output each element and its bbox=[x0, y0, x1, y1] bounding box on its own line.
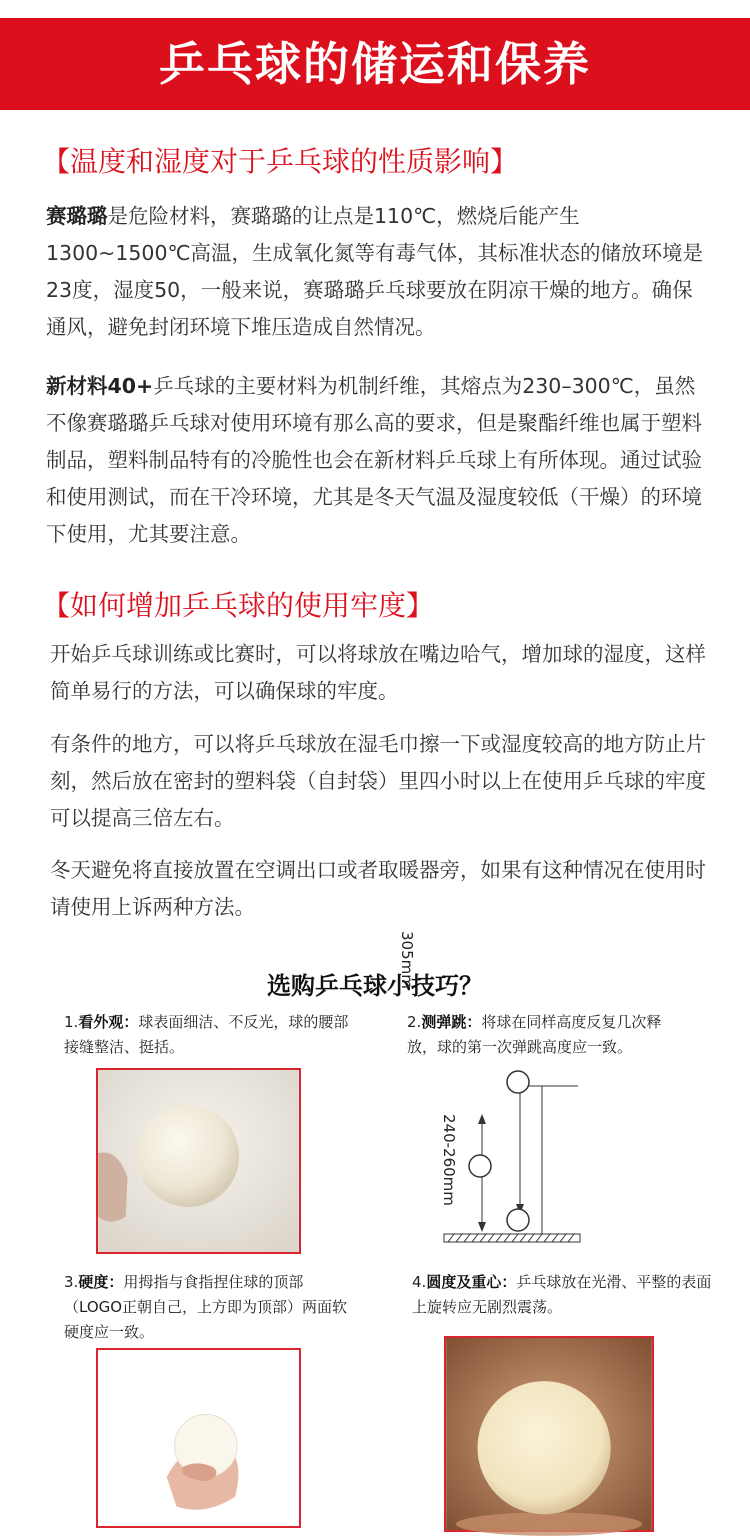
tip2-label: 测弹跳： bbox=[421, 1013, 482, 1031]
appearance-ball-image bbox=[98, 1070, 299, 1252]
section1-heading: 【温度和湿度对于乒乓球的性质影响】 bbox=[42, 145, 519, 178]
tips-title: 选购乒乓球小技巧？ bbox=[267, 972, 483, 1000]
tip4-number: 4. bbox=[412, 1273, 427, 1291]
title-banner bbox=[0, 18, 750, 110]
tip2-number: 2. bbox=[407, 1013, 422, 1031]
tip3-number: 3. bbox=[64, 1273, 79, 1291]
roundness-ball-image bbox=[446, 1338, 652, 1530]
tip1-text bbox=[64, 1010, 354, 1060]
term-celluloid: 赛璐璐 bbox=[46, 204, 108, 228]
drop-height-label: 305mm bbox=[398, 931, 416, 989]
section1-paragraph1 bbox=[46, 198, 711, 346]
section2-heading: 【如何增加乒乓球的使用牢度】 bbox=[42, 589, 435, 622]
appearance-photo bbox=[96, 1068, 301, 1254]
section1-paragraph2 bbox=[46, 368, 711, 553]
tip1-number: 1. bbox=[64, 1013, 79, 1031]
section1-paragraph2-text: 乒乓球的主要材料为机制纤维，其熔点为230–300℃，虽然不像赛璐璐乒乓球对使用环境有那么高的要求，但是聚酯纤维也属于塑料制品，塑料制品特有的冷脆性也会在新材料乒乓球上有所体现。通过试验和使用测试，而在干冷环境，尤其是冬天气温及湿度较低（干燥）的环境下使用，尤其要注意。 bbox=[46, 374, 702, 546]
page-title: 乒乓球的储运和保养 bbox=[159, 37, 591, 91]
tip3-description: 用拇指与食指捏住球的顶部（LOGO正朝自己，上方即为顶部）两面软硬度应一致。 bbox=[64, 1273, 348, 1341]
tip2-text bbox=[407, 1010, 687, 1060]
tip4-label: 圆度及重心： bbox=[426, 1273, 517, 1291]
term-new-material: 新材料40+ bbox=[46, 374, 154, 398]
tip3-text bbox=[64, 1270, 354, 1345]
hardness-photo bbox=[96, 1348, 301, 1528]
tip2-description: 将球在同样高度反复几次释放，球的第一次弹跳高度应一致。 bbox=[407, 1013, 662, 1056]
tip1-description: 球表面细洁、不反光，球的腰部接缝整洁、挺括。 bbox=[64, 1013, 349, 1056]
tip3-label: 硬度： bbox=[78, 1273, 124, 1291]
section2-paragraph2: 有条件的地方，可以将乒乓球放在湿毛巾擦一下或湿度较高的地方防止片刻，然后放在密封的塑料袋（自封袋）里四小时以上在使用乒乓球的牢度可以提高三倍左右。 bbox=[50, 732, 706, 830]
section1-paragraph1-text: 是危险材料，赛璐璐的让点是110℃，燃烧后能产生1300~1500℃高温，生成氧化氮等有毒气体，其标准状态的储放环境是23度，湿度50，一般来说，赛璐璐乒乓球要放在阴凉干燥的地方。确保通风，避免封闭环境下堆压造成自然情况。 bbox=[46, 204, 704, 339]
bounce-height-label: 240-260mm bbox=[440, 1114, 458, 1206]
tip4-text bbox=[412, 1270, 712, 1320]
tip1-label: 看外观： bbox=[78, 1013, 139, 1031]
hardness-hand-image bbox=[98, 1350, 299, 1526]
tip4-description: 乒乓球放在光滑、平整的表面上旋转应无剧烈震荡。 bbox=[412, 1273, 712, 1316]
section2-paragraph1: 开始乒乓球训练或比赛时，可以将球放在嘴边哈气，增加球的湿度，这样简单易行的方法，可以确保球的牢度。 bbox=[50, 642, 706, 703]
roundness-photo bbox=[444, 1336, 654, 1532]
section2-paragraph3: 冬天避免将直接放置在空调出口或者取暖器旁，如果有这种情况在使用时请使用上诉两种方法。 bbox=[50, 858, 706, 919]
